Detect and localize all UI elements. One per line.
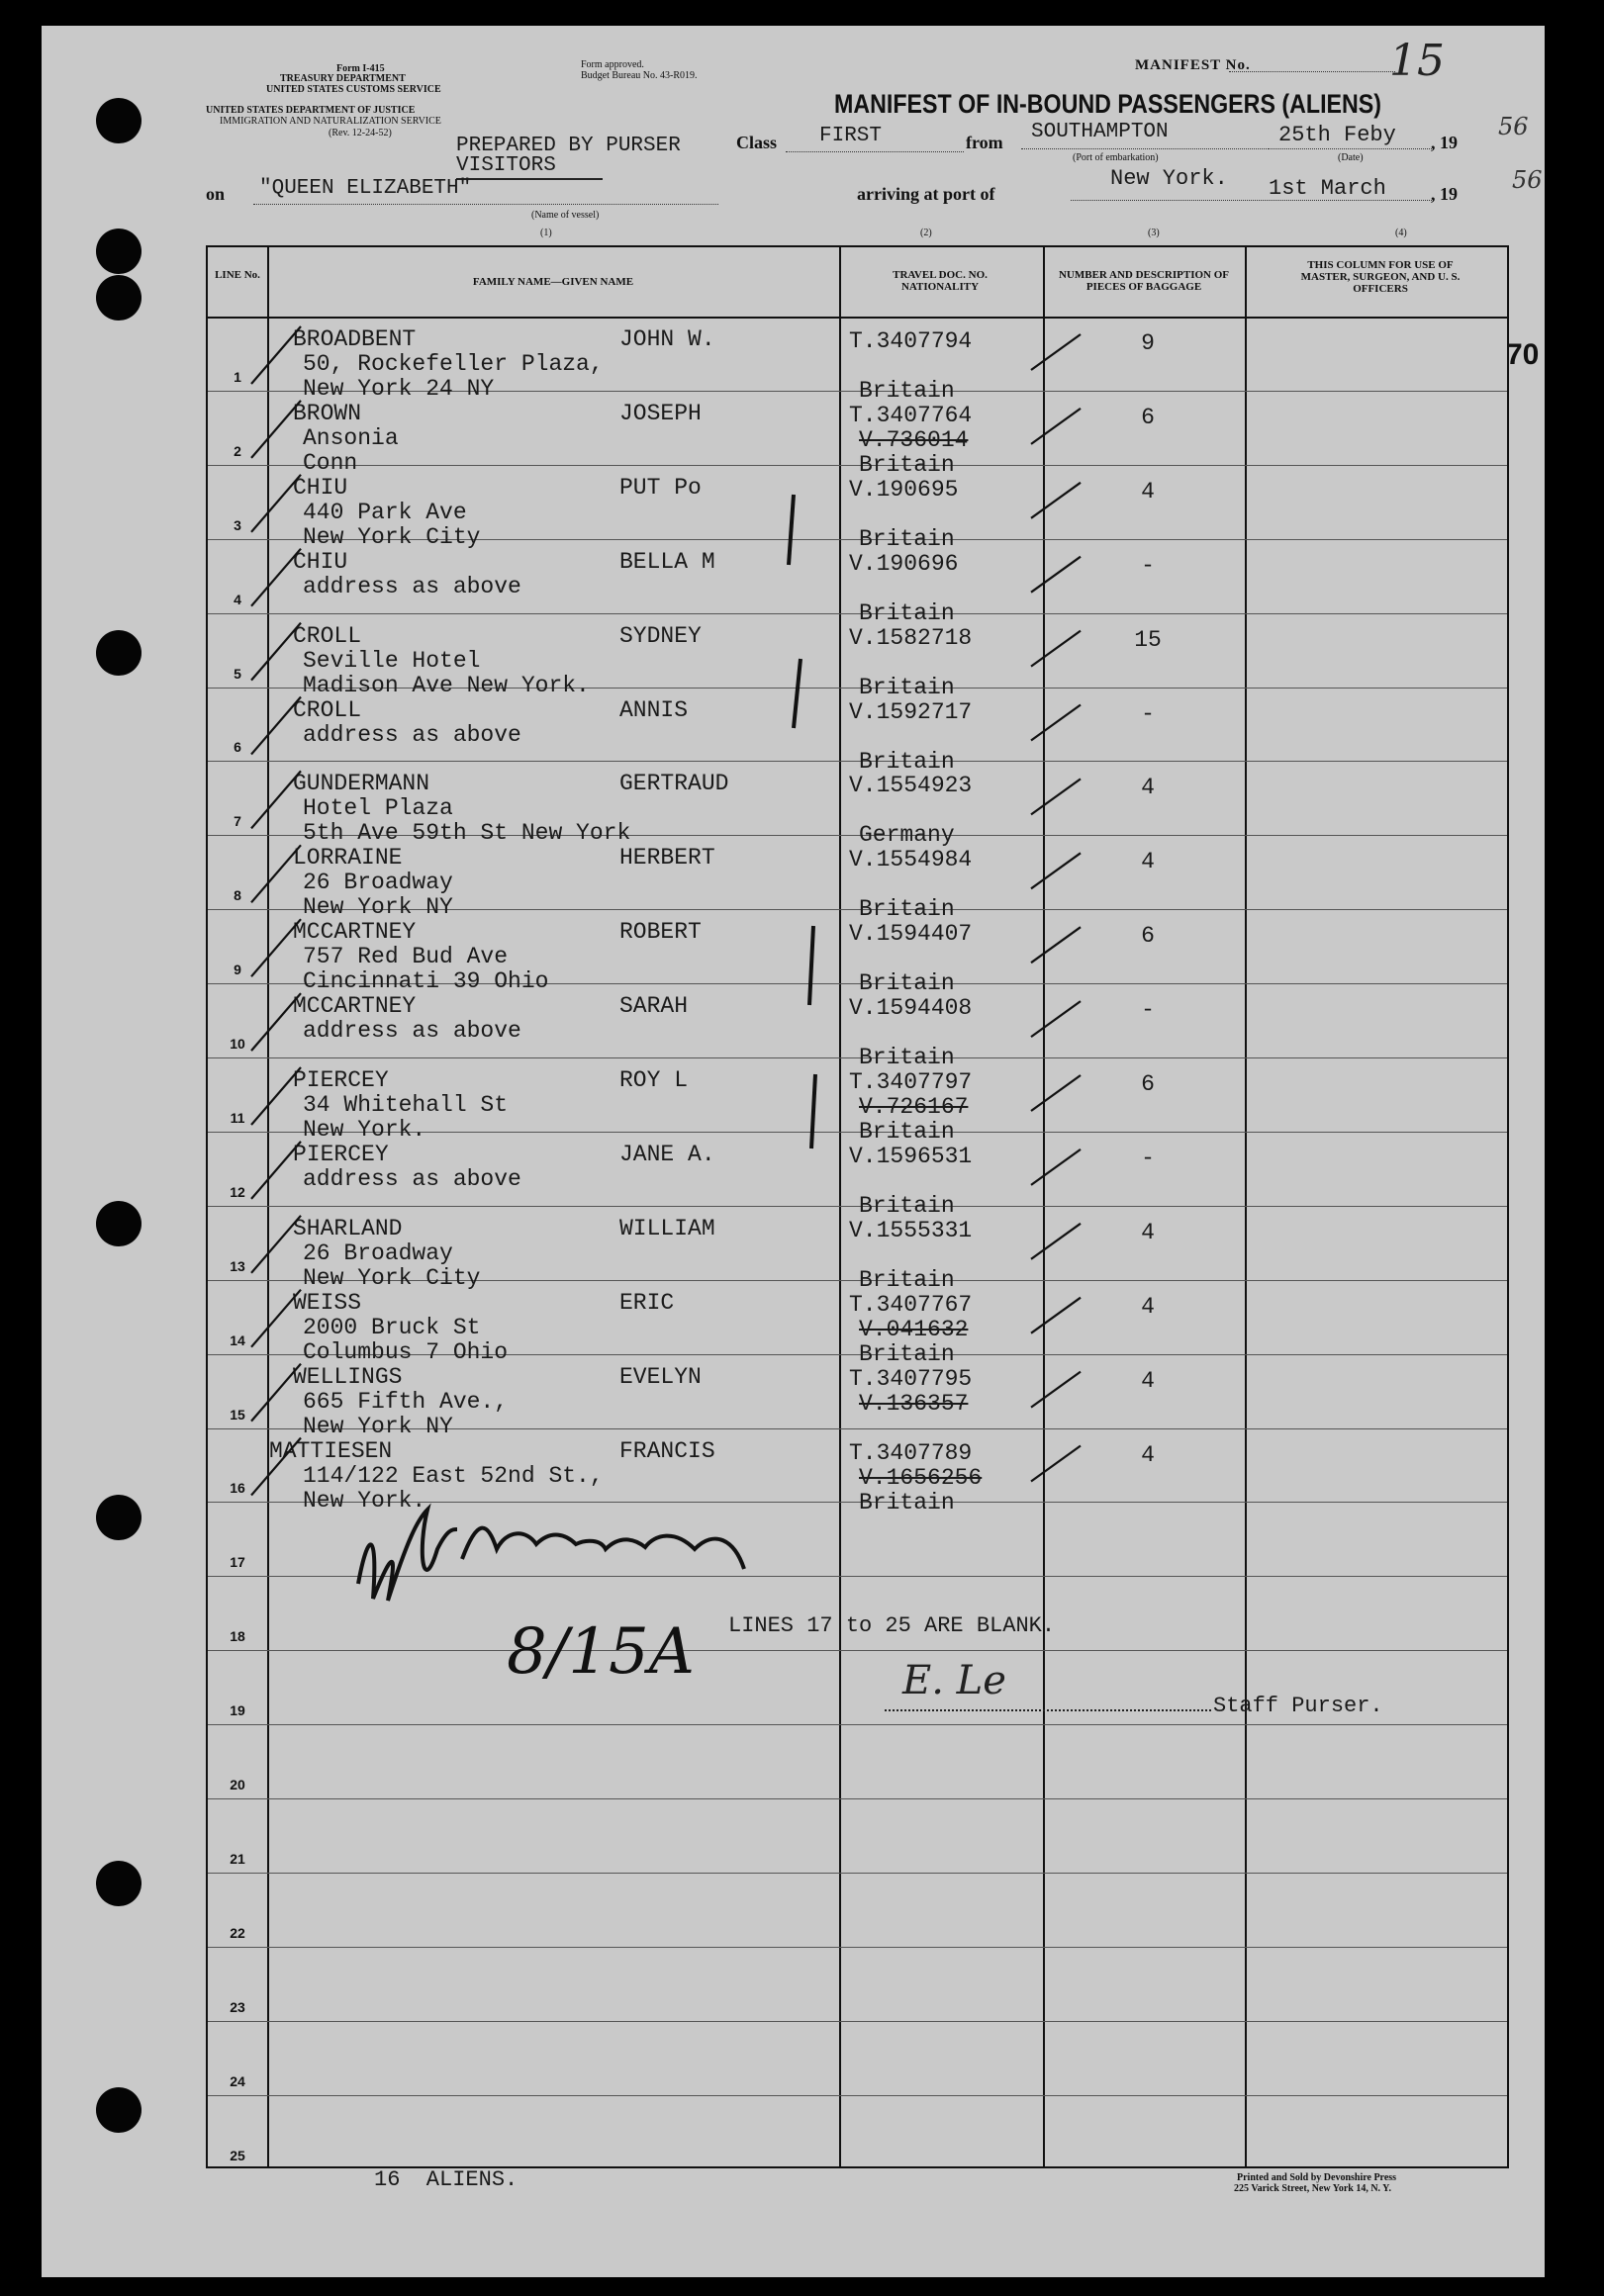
line-number: 9 — [234, 962, 241, 978]
travel-doc-old: V.1656256 — [859, 1464, 983, 1491]
doc-check-mark — [1031, 483, 1081, 518]
check-mark — [251, 549, 301, 606]
form-number: Form I-415 — [336, 63, 385, 74]
address-line-2: Cincinnati 39 Ohio — [303, 968, 549, 995]
nationality: Britain — [859, 674, 955, 700]
doc-check-mark — [1031, 1001, 1081, 1037]
nationality: Britain — [859, 748, 955, 775]
family-name: CHIU — [293, 474, 348, 501]
class-value: FIRST — [819, 125, 883, 147]
line-number: 22 — [230, 1924, 245, 1941]
travel-doc-number: T.3407795 — [849, 1365, 973, 1392]
address-line-1: 50, Rockefeller Plaza, — [303, 351, 604, 377]
family-name: CHIU — [293, 548, 348, 575]
given-name: HERBERT — [619, 845, 715, 872]
printer-line-2: 225 Varick Street, New York 14, N. Y. — [1234, 2183, 1391, 2194]
visitors-label: VISITORS — [456, 154, 556, 177]
family-name: CROLL — [293, 622, 362, 649]
baggage-count: - — [1141, 997, 1155, 1024]
header-travel-doc: TRAVEL DOC. NO. NATIONALITY — [893, 269, 988, 293]
baggage-count: 4 — [1141, 1367, 1155, 1394]
line-number: 6 — [234, 739, 241, 756]
inspector-signature — [338, 1490, 794, 1747]
nationality: Britain — [859, 896, 955, 923]
travel-doc-old: V.726167 — [859, 1094, 969, 1120]
baggage-count: 15 — [1134, 626, 1162, 653]
date-label: (Date) — [1338, 152, 1364, 163]
doc-check-mark — [1031, 409, 1081, 444]
travel-doc-old: V.136357 — [859, 1390, 969, 1417]
address-line-2: New York 24 NY — [303, 376, 495, 402]
baggage-count: 6 — [1141, 923, 1155, 950]
address-line-1: 440 Park Ave — [303, 499, 467, 525]
address-line-2: New York NY — [303, 1413, 453, 1439]
travel-doc-number: V.1592717 — [849, 698, 973, 725]
address-line-1: 665 Fifth Ave., — [303, 1388, 509, 1415]
arrival-date: 1st March — [1269, 176, 1386, 201]
doc-check-mark — [1031, 557, 1081, 593]
line-number: 16 — [230, 1480, 245, 1497]
officer-note: 70 — [1506, 338, 1540, 371]
from-label: from — [966, 133, 1003, 152]
purser-signature: E. Le — [902, 1658, 1006, 1703]
address-line-1: address as above — [303, 721, 521, 748]
check-mark — [251, 993, 301, 1051]
address-line-2: New York City — [303, 1264, 481, 1291]
blank-lines-note: LINES 17 to 25 ARE BLANK. — [728, 1613, 1056, 1638]
line-number: 3 — [234, 516, 241, 533]
travel-doc-number: T.3407767 — [849, 1291, 973, 1318]
address-line-1: 26 Broadway — [303, 1240, 453, 1266]
line-number: 21 — [230, 1850, 245, 1867]
address-line-1: 34 Whitehall St — [303, 1092, 509, 1118]
travel-doc-old: V.736014 — [859, 426, 969, 453]
line-number: 1 — [234, 368, 241, 385]
nationality: Germany — [859, 822, 955, 849]
inspector-note: 8/15A — [507, 1615, 695, 1689]
given-name: WILLIAM — [619, 1215, 715, 1241]
given-name: EVELYN — [619, 1363, 702, 1390]
line-number: 15 — [230, 1406, 245, 1423]
given-name: SYDNEY — [619, 622, 702, 649]
line-number: 11 — [230, 1109, 245, 1126]
line-number: 2 — [234, 442, 241, 459]
baggage-count: - — [1141, 1145, 1155, 1171]
family-name: BROWN — [293, 400, 362, 426]
baggage-count: 4 — [1141, 849, 1155, 875]
handwritten-check-marks — [42, 26, 1545, 2277]
doc-check-mark — [1031, 1446, 1081, 1482]
family-name: BROADBENT — [293, 326, 417, 352]
check-mark — [251, 1216, 301, 1273]
travel-doc-number: V.1594407 — [849, 921, 973, 948]
address-line-1: 26 Broadway — [303, 870, 453, 896]
vessel-name: "QUEEN ELIZABETH" — [259, 177, 472, 200]
address-line-2: Columbus 7 Ohio — [303, 1338, 509, 1365]
address-line-2: New York NY — [303, 894, 453, 921]
check-mark — [251, 1364, 301, 1422]
line-number: 18 — [230, 1628, 245, 1645]
given-name: JOHN W. — [619, 326, 715, 352]
check-mark — [251, 326, 301, 384]
line-number: 8 — [234, 887, 241, 904]
approved-label: Form approved. — [581, 59, 644, 70]
line-number: 10 — [230, 1036, 245, 1052]
travel-doc-number: T.3407764 — [849, 402, 973, 428]
address-line-1: 757 Red Bud Ave — [303, 944, 509, 970]
header-line-no: LINE No. — [215, 269, 260, 281]
address-line-1: address as above — [303, 1018, 521, 1045]
check-mark — [251, 623, 301, 681]
year-prefix: , 19 — [1431, 133, 1458, 152]
revision-label: (Rev. 12-24-52) — [329, 128, 392, 138]
nationality: Britain — [859, 1266, 955, 1293]
baggage-count: - — [1141, 552, 1155, 579]
nationality: Britain — [859, 1045, 955, 1071]
check-mark — [251, 1067, 301, 1125]
purser-label: Staff Purser. — [1213, 1694, 1383, 1718]
baggage-count: 4 — [1141, 1219, 1155, 1245]
travel-doc-number: V.190696 — [849, 550, 959, 577]
given-name: FRANCIS — [619, 1437, 715, 1464]
port-embarkation-label: (Port of embarkation) — [1073, 152, 1159, 163]
immigration-label: IMMIGRATION AND NATURALIZATION SERVICE — [220, 116, 441, 127]
baggage-count: 9 — [1141, 330, 1155, 356]
family-name: WELLINGS — [293, 1363, 403, 1390]
arriving-label: arriving at port of — [857, 184, 995, 204]
address-line-2: 5th Ave 59th St New York — [303, 820, 631, 847]
given-name: GERTRAUD — [619, 771, 729, 797]
column-index-3: (3) — [1148, 228, 1160, 238]
given-name: ERIC — [619, 1289, 675, 1316]
manifest-number-label: MANIFEST No. — [1135, 57, 1251, 73]
nationality: Britain — [859, 1192, 955, 1219]
check-mark — [251, 919, 301, 976]
doc-check-mark — [1031, 1149, 1081, 1185]
nationality: Britain — [859, 451, 955, 478]
travel-doc-number: V.1555331 — [849, 1217, 973, 1243]
given-name: BELLA M — [619, 548, 715, 575]
header-baggage: NUMBER AND DESCRIPTION OF PIECES OF BAGGAGE — [1058, 269, 1230, 293]
check-mark — [251, 1438, 301, 1496]
family-name: CROLL — [293, 696, 362, 723]
line-number: 20 — [230, 1777, 245, 1792]
address-line-2: New York City — [303, 523, 481, 550]
travel-doc-number: T.3407789 — [849, 1439, 973, 1466]
family-name: SHARLAND — [293, 1215, 403, 1241]
departure-year: 56 — [1498, 113, 1529, 140]
baggage-count: 4 — [1141, 1441, 1155, 1468]
travel-doc-number: T.3407797 — [849, 1069, 973, 1095]
line-number: 24 — [230, 2072, 245, 2089]
line-number: 14 — [230, 1332, 245, 1348]
doc-check-mark — [1031, 779, 1081, 814]
nationality: Britain — [859, 599, 955, 626]
given-name: PUT Po — [619, 474, 702, 501]
address-line-1: 2000 Bruck St — [303, 1314, 481, 1340]
line-number: 23 — [230, 1998, 245, 2015]
address-line-1: address as above — [303, 573, 521, 599]
travel-doc-number: V.190695 — [849, 476, 959, 503]
travel-doc-number: V.1596531 — [849, 1143, 973, 1169]
given-name: SARAH — [619, 993, 689, 1020]
baggage-count: 6 — [1141, 1071, 1155, 1097]
family-name: MCCARTNEY — [293, 993, 417, 1020]
family-name: MATTIESEN — [269, 1437, 393, 1464]
family-name: PIERCEY — [293, 1141, 389, 1167]
justice-label: UNITED STATES DEPARTMENT OF JUSTICE — [206, 105, 416, 116]
treasury-label: TREASURY DEPARTMENT — [280, 73, 406, 84]
budget-label: Budget Bureau No. 43-R019. — [581, 70, 698, 81]
address-line-2: Conn — [303, 449, 358, 476]
nationality: Britain — [859, 378, 955, 404]
on-label: on — [206, 184, 226, 204]
nationality: Britain — [859, 525, 955, 552]
check-mark — [251, 401, 301, 458]
nationality: Britain — [859, 1340, 955, 1367]
doc-check-mark — [1031, 927, 1081, 963]
line-number: 13 — [230, 1257, 245, 1274]
line-number: 4 — [234, 591, 241, 607]
line-number: 17 — [230, 1554, 245, 1571]
family-name: MCCARTNEY — [293, 919, 417, 946]
travel-doc-number: T.3407794 — [849, 328, 973, 354]
alien-count: 16 ALIENS. — [374, 2167, 519, 2192]
address-line-2: New York. — [303, 1117, 426, 1143]
baggage-count: 6 — [1141, 404, 1155, 430]
address-line-1: Seville Hotel — [303, 647, 481, 674]
address-line-2: Madison Ave New York. — [303, 672, 590, 698]
travel-doc-old: V.041632 — [859, 1316, 969, 1342]
line-number: 12 — [230, 1183, 245, 1200]
doc-check-mark — [1031, 1075, 1081, 1111]
travel-doc-number: V.1554923 — [849, 773, 973, 799]
family-name: LORRAINE — [293, 845, 403, 872]
given-name: ROBERT — [619, 919, 702, 946]
doc-check-mark — [1031, 705, 1081, 741]
purser-signature-line — [885, 1709, 1211, 1711]
departure-date: 25th Feby — [1278, 123, 1396, 147]
arrival-year: 56 — [1512, 166, 1543, 194]
given-name: JANE A. — [619, 1141, 715, 1167]
doc-check-mark — [1031, 334, 1081, 370]
year-prefix-2: , 19 — [1431, 184, 1458, 204]
doc-check-mark — [1031, 1372, 1081, 1408]
check-mark — [251, 771, 301, 828]
doc-check-mark — [1031, 1224, 1081, 1259]
line-number: 5 — [234, 665, 241, 682]
line-number: 25 — [230, 2147, 245, 2163]
baggage-count: 4 — [1141, 775, 1155, 801]
check-mark — [251, 475, 301, 532]
doc-check-mark — [1031, 853, 1081, 888]
address-line-1: Hotel Plaza — [303, 795, 453, 822]
from-value: SOUTHAMPTON — [1031, 121, 1169, 143]
line-number: 19 — [230, 1702, 245, 1719]
travel-doc-number: V.1594408 — [849, 995, 973, 1022]
column-index-1: (1) — [540, 228, 552, 238]
family-name: GUNDERMANN — [293, 771, 430, 797]
doc-check-mark — [1031, 1298, 1081, 1333]
given-name: JOSEPH — [619, 400, 702, 426]
doc-check-mark — [1031, 631, 1081, 667]
baggage-count: 4 — [1141, 478, 1155, 505]
nationality: Britain — [859, 970, 955, 997]
class-label: Class — [736, 133, 778, 152]
baggage-count: 4 — [1141, 1293, 1155, 1320]
column-index-4: (4) — [1395, 228, 1407, 238]
family-name: PIERCEY — [293, 1067, 389, 1093]
customs-label: UNITED STATES CUSTOMS SERVICE — [266, 84, 441, 95]
manifest-number: 15 — [1389, 36, 1445, 86]
family-name: WEISS — [293, 1289, 362, 1316]
travel-doc-number: V.1582718 — [849, 624, 973, 651]
manifest-page — [42, 26, 1545, 2277]
column-index-2: (2) — [920, 228, 932, 238]
check-mark — [251, 1290, 301, 1347]
arrival-port: New York. — [1110, 166, 1228, 191]
given-name: ROY L — [619, 1067, 689, 1093]
line-number: 7 — [234, 813, 241, 830]
header-officers: THIS COLUMN FOR USE OF MASTER, SURGEON, AND U. S. OFFICERS — [1300, 259, 1461, 295]
address-line-1: address as above — [303, 1165, 521, 1192]
header-name: FAMILY NAME—GIVEN NAME — [472, 276, 634, 288]
check-mark — [251, 1142, 301, 1199]
address-line-1: 114/122 East 52nd St., — [303, 1462, 604, 1489]
manifest-title: MANIFEST OF IN-BOUND PASSENGERS (ALIENS) — [834, 89, 1382, 119]
baggage-count: - — [1141, 700, 1155, 727]
vessel-label: (Name of vessel) — [531, 210, 600, 221]
address-line-2: New York. — [303, 1487, 426, 1514]
check-mark — [251, 845, 301, 902]
prepared-by: PREPARED BY PURSER — [456, 135, 681, 157]
travel-doc-number: V.1554984 — [849, 847, 973, 873]
nationality: Britain — [859, 1119, 955, 1145]
given-name: ANNIS — [619, 696, 689, 723]
printer-line-1: Printed and Sold by Devonshire Press — [1237, 2172, 1397, 2183]
check-mark — [251, 697, 301, 755]
address-line-1: Ansonia — [303, 424, 399, 451]
nationality: Britain — [859, 1489, 955, 1515]
